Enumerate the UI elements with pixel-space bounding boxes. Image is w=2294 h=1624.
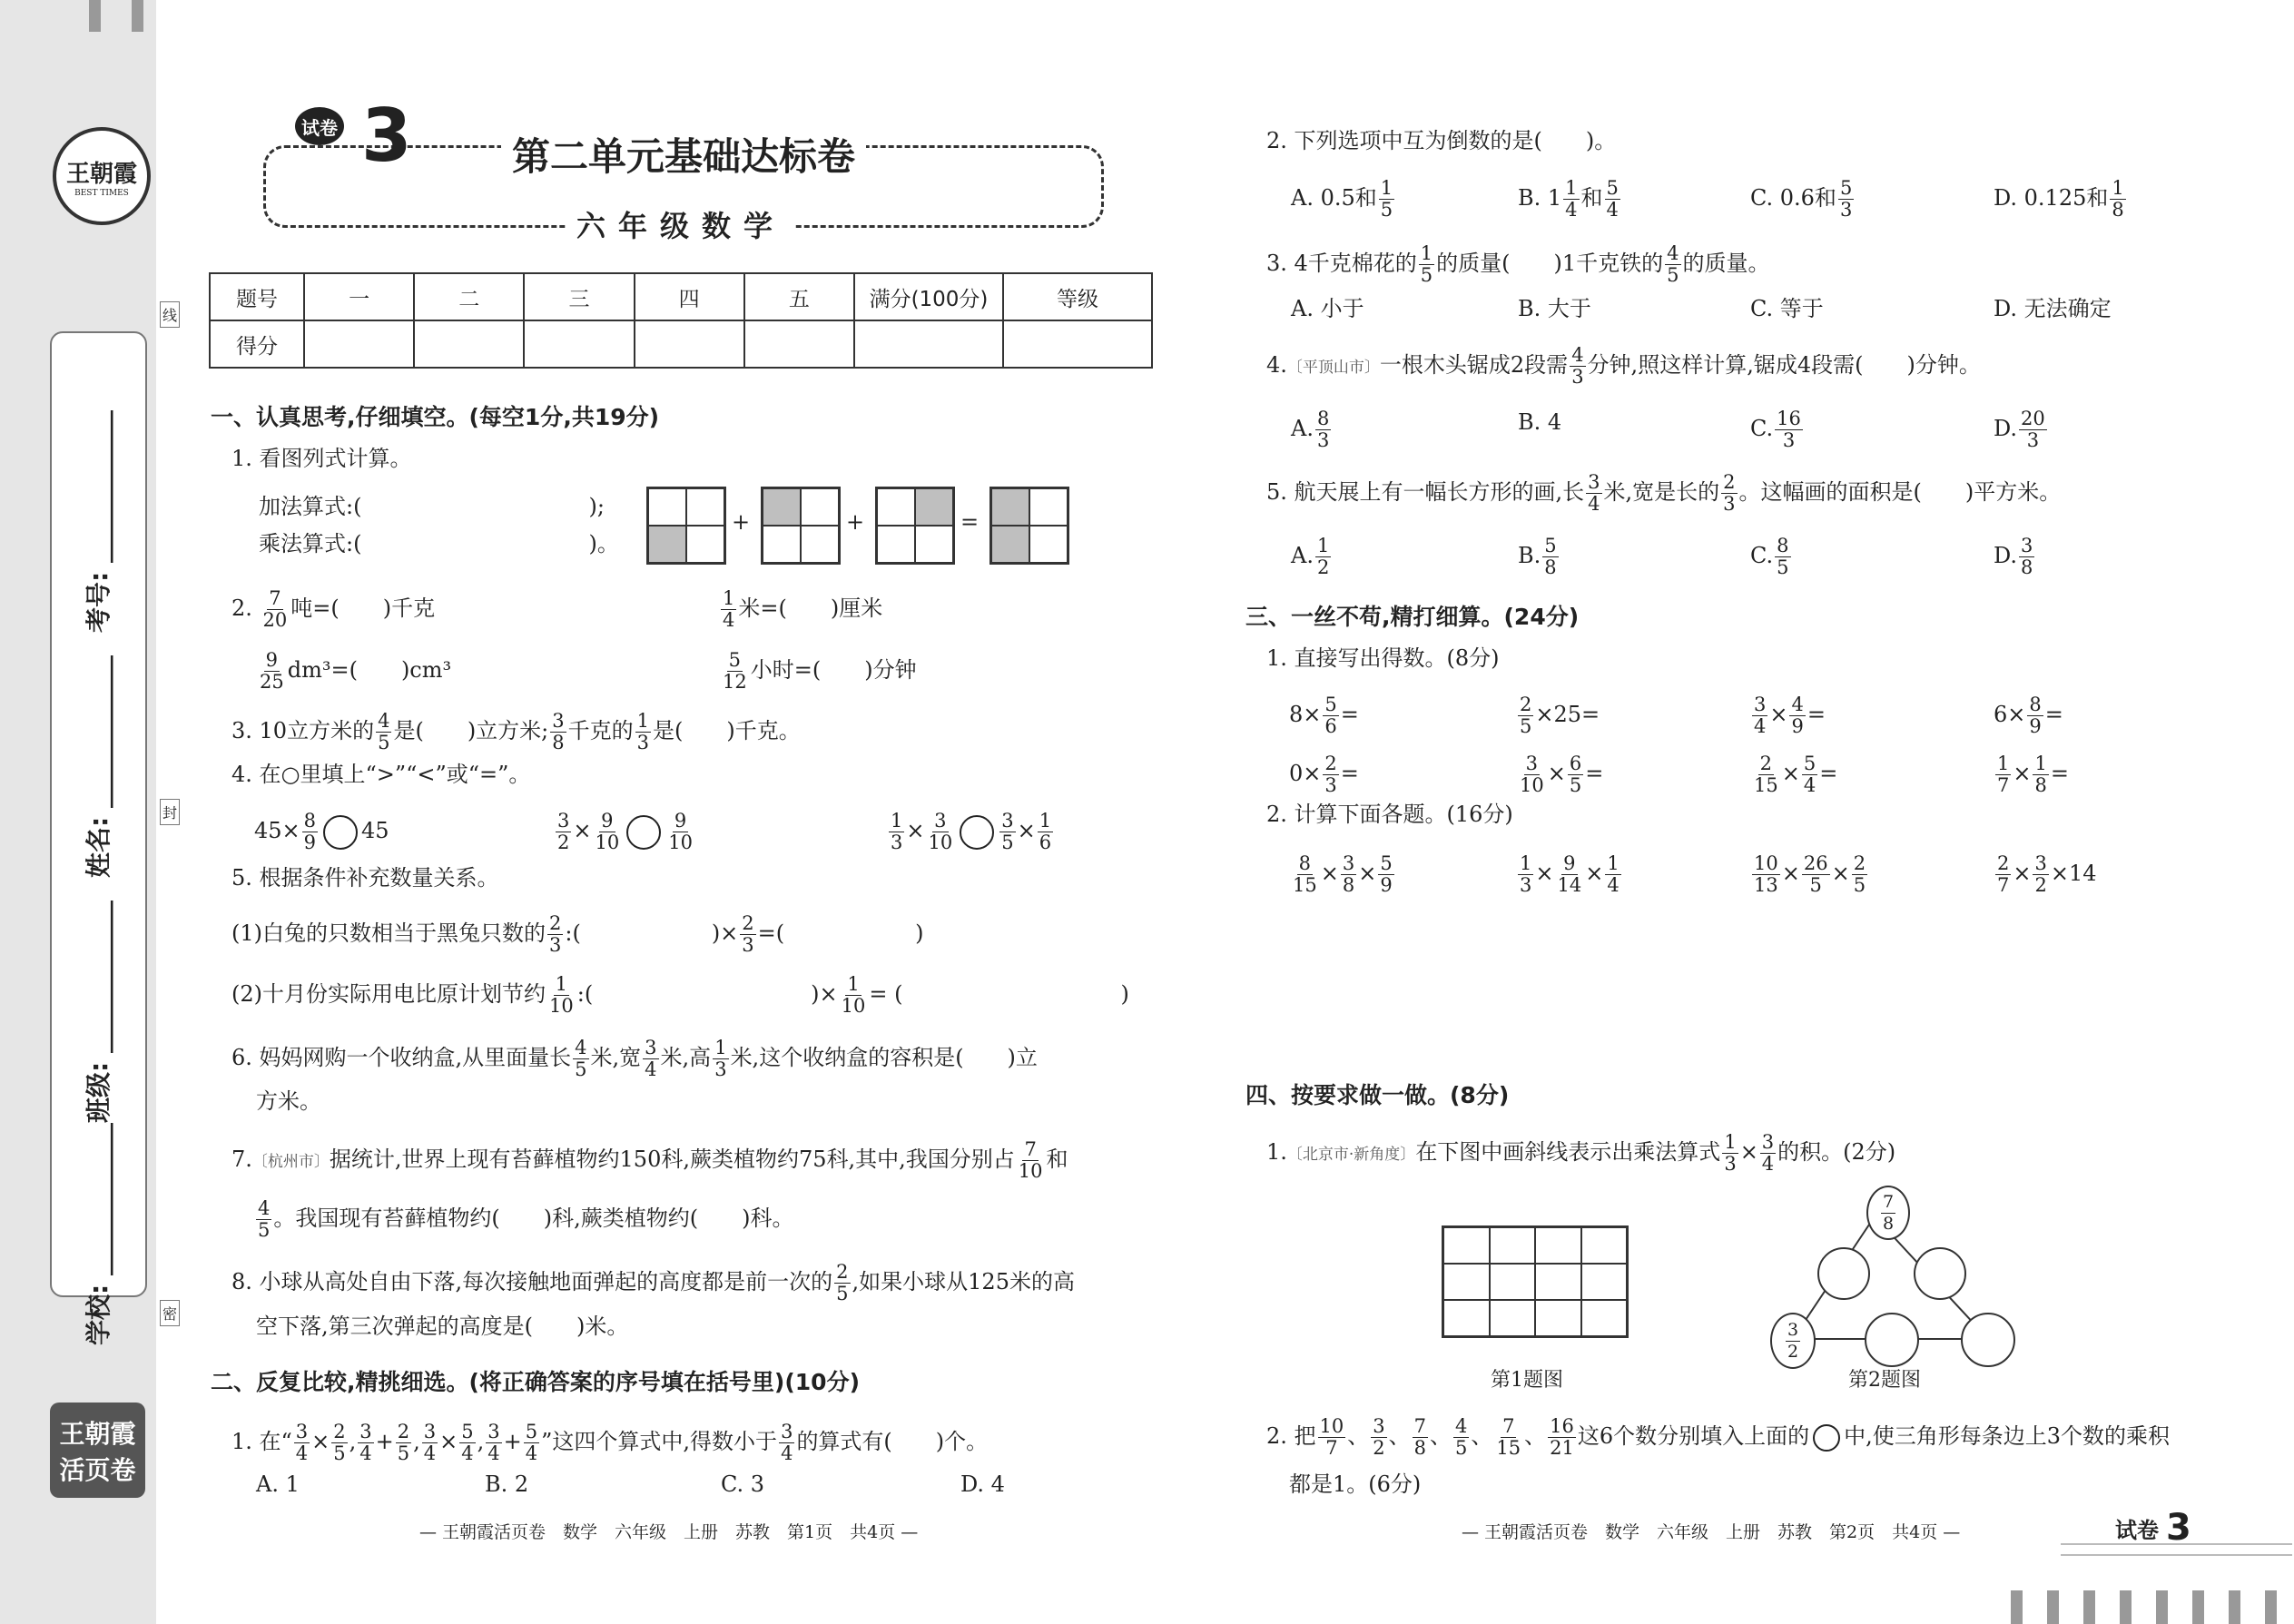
score-header-cell: 满分(100分) <box>854 273 1003 320</box>
q4-label: 4. 在○里填上“>”“<”或“=”。 <box>231 762 531 787</box>
score-header-cell: 二 <box>414 273 524 320</box>
corner-badge: 试卷 3 <box>2115 1507 2191 1549</box>
header-badge: 试卷 <box>295 107 344 145</box>
s2-q1-option-a: A. 1 <box>256 1471 300 1497</box>
binding-mark-seal: 封 <box>160 799 180 825</box>
q1-grid-3 <box>875 487 955 565</box>
brand-top: 王朝霞 <box>59 1418 136 1449</box>
fig2-circle-empty[interactable] <box>1961 1313 2015 1367</box>
fig2-circle-empty[interactable] <box>1914 1247 1966 1300</box>
r-q3-option-b: B. 大于 <box>1518 296 1591 321</box>
r-q4-option-c: C. $\frac{16}{3}$ <box>1750 408 1801 451</box>
s2-q1-option-c: C. 3 <box>721 1471 765 1497</box>
fig2-circle-empty[interactable] <box>1865 1313 1919 1367</box>
left-footer: — 王朝霞活页卷 数学 六年级 上册 苏教 第1页 共4页 — <box>419 1522 919 1542</box>
r-q4-option-b: B. 4 <box>1518 409 1562 435</box>
q1-grid-4 <box>989 487 1069 565</box>
q2-row2-right: $\frac{5}{12}$ 小时=( )分钟 <box>723 649 917 693</box>
s3-calc: 0× $\frac{2}{3}$ = <box>1289 753 1359 796</box>
q1-grid-2 <box>761 487 841 565</box>
score-header-cell: 等级 <box>1003 273 1152 320</box>
s3-calc: 6× $\frac{8}{9}$ = <box>1994 694 2063 737</box>
s3-calc2: $\frac{8}{15}$ × $\frac{3}{8}$ × $\frac{5}{9}$ <box>1293 852 1393 896</box>
s3-q2-label: 2. 计算下面各题。(16分) <box>1266 802 1513 827</box>
q1-grid-1 <box>646 487 726 565</box>
q2-row1-left: 2. $\frac{7}{20}$ 吨=( )千克 <box>231 587 436 631</box>
s3-calc: $\frac{1}{7}$ × $\frac{1}{8}$ = <box>1997 753 2069 796</box>
q7-cont: $\frac{4}{5}$ 。我国现有苔藓植物约( )科,蕨类植物约( )科。 <box>258 1197 794 1241</box>
s3-calc2: $\frac{2}{7}$ × $\frac{3}{2}$ ×14 <box>1997 852 2097 896</box>
score-cell[interactable] <box>524 320 634 368</box>
q1-multiplication: 乘法算式:( )。 <box>259 531 619 556</box>
q7: 7.〔杭州市〕据统计,世界上现有苔藓植物约150科,蕨类植物约75科,其中,我国分别占 $\frac{7}{10}$ 和 <box>231 1138 1068 1182</box>
q5-label: 5. 根据条件补充数量关系。 <box>231 865 499 891</box>
plus-sign: + <box>846 509 865 535</box>
s2-q1-option-d: D. 4 <box>960 1471 1005 1497</box>
r-q5-option-d: D. $\frac{3}{8}$ <box>1994 535 2033 578</box>
student-info-box <box>50 331 147 1345</box>
score-cell[interactable] <box>854 320 1003 368</box>
header-subtitle: 六年级数学 <box>567 203 794 245</box>
r-q3-option-a: A. 小于 <box>1291 296 1364 321</box>
q1-label: 1. 看图列式计算。 <box>231 446 412 471</box>
s3-calc2: $\frac{1}{3}$ × $\frac{9}{14}$ × $\frac{1}{4}$ <box>1520 852 1620 896</box>
r-q4-option-d: D. $\frac{20}{3}$ <box>1994 408 2045 451</box>
q8: 8. 小球从高处自由下落,每次接触地面弹起的高度都是前一次的 $\frac{2}{5}$ ,如果小球从125米的高 <box>231 1261 1075 1304</box>
score-header-cell: 五 <box>744 273 854 320</box>
fig1-caption: 第1题图 <box>1491 1369 1563 1392</box>
s2-q1-option-b: B. 2 <box>485 1471 529 1497</box>
section2-title: 二、反复比较,精挑细选。(将正确答案的序号填在括号里)(10分) <box>211 1369 860 1395</box>
q6: 6. 妈妈网购一个收纳盒,从里面量长 $\frac{4}{5}$ 米,宽 $\frac{3}{4}$ 米,高 $\frac{1}{3}$ 米,这个收纳盒的容积是( )立 <box>231 1037 1038 1080</box>
q3: 3. 10立方米的 $\frac{4}{5}$ 是( )立方米; $\frac{3}{8}$ 千克的 $\frac{1}{3}$ 是( )千克。 <box>231 710 801 753</box>
field-exam-number[interactable]: 考号: ____________ <box>84 410 113 633</box>
q8-cont: 空下落,第三次弹起的高度是( )米。 <box>256 1314 629 1339</box>
q4-item-3: $\frac{1}{3}$ × $\frac{3}{10}$ $\frac{3}{5}$ × $\frac{1}{6}$ <box>891 810 1052 853</box>
fig2-caption: 第2题图 <box>1848 1369 1921 1392</box>
corner-waves <box>2061 1543 2292 1556</box>
q4-item-2: $\frac{3}{2}$ × $\frac{9}{10}$ $\frac{9}{10}$ <box>557 810 693 853</box>
s2-q1: 1. 在“ $\frac{3}{4}$ × $\frac{2}{5}$ , $\frac{3}{4}$ + $\frac{2}{5}$ , $\frac{3}{4}$ × $\frac{5}{4}$ , $\frac{3}{4}$ + $\frac{5}{4}$ ”这四个算式中,得数小于 $\frac{3}{4}$ 的算式有( )个。 <box>231 1421 989 1464</box>
logo-seal <box>53 127 151 225</box>
r-q2-option-b: B. 1 $\frac{1}{4}$ 和 $\frac{5}{4}$ <box>1518 177 1619 221</box>
s3-calc: $\frac{3}{4}$ × $\frac{4}{9}$ = <box>1754 694 1826 737</box>
section1-title: 一、认真思考,仔细填空。(每空1分,共19分) <box>211 404 660 430</box>
r-q5-option-a: A. $\frac{1}{2}$ <box>1291 535 1330 578</box>
score-header-cell: 题号 <box>210 273 304 320</box>
field-name[interactable]: 姓名: ____________ <box>84 655 113 878</box>
right-footer: — 王朝霞活页卷 数学 六年级 上册 苏教 第2页 共4页 — <box>1462 1522 1961 1542</box>
r-q5-option-c: C. $\frac{8}{5}$ <box>1750 535 1789 578</box>
r-q2-option-d: D. 0.125和 $\frac{1}{8}$ <box>1994 177 2124 221</box>
score-cell[interactable] <box>1003 320 1152 368</box>
r-q4: 4.〔平顶山市〕一根木头锯成2段需 $\frac{4}{3}$ 分钟,照这样计算,锯成4段需( )分钟。 <box>1266 344 1981 388</box>
r-q2-option-c: C. 0.6和 $\frac{5}{3}$ <box>1750 177 1853 221</box>
s3-calc: 8× $\frac{5}{6}$ = <box>1289 694 1359 737</box>
fig2-circle-top: $\frac{7}{8}$ <box>1866 1186 1910 1240</box>
score-header-cell: 一 <box>304 273 414 320</box>
r-q2: 2. 下列选项中互为倒数的是( )。 <box>1266 128 1617 153</box>
section4-title: 四、按要求做一做。(8分) <box>1245 1082 1510 1108</box>
fig2-circle-empty[interactable] <box>1817 1247 1870 1300</box>
plus-sign: + <box>732 509 751 535</box>
r-q3-option-c: C. 等于 <box>1750 296 1824 321</box>
score-table <box>209 272 1153 369</box>
score-cell[interactable] <box>304 320 414 368</box>
q6-cont: 方米。 <box>256 1088 321 1114</box>
q5-part2: (2)十月份实际用电比原计划节约 $\frac{1}{10}$ :( )× $\frac{1}{10}$ = ( ) <box>231 973 1129 1017</box>
score-cell[interactable] <box>635 320 744 368</box>
field-class[interactable]: 班级: ____________ <box>84 901 113 1123</box>
compare-circle[interactable] <box>323 815 358 850</box>
s3-calc2: $\frac{10}{13}$ × $\frac{26}{5}$ × $\frac{2}{5}$ <box>1754 852 1866 896</box>
score-cell[interactable] <box>414 320 524 368</box>
binding-mark-close: 密 <box>160 1300 180 1326</box>
q4-item-1: 45× $\frac{8}{9}$ 45 <box>254 810 389 853</box>
q5-part1: (1)白兔的只数相当于黑兔只数的 $\frac{2}{3}$ :( )× $\frac{2}{3}$ =( ) <box>231 912 924 956</box>
brand-badge <box>50 1403 145 1498</box>
fig1-grid[interactable] <box>1442 1225 1629 1338</box>
logo-subtext: BEST TIMES <box>74 188 129 198</box>
s4-q2-cont: 都是1。(6分) <box>1289 1471 1422 1497</box>
s3-q1-label: 1. 直接写出得数。(8分) <box>1266 645 1500 671</box>
r-q4-option-a: A. $\frac{8}{3}$ <box>1291 408 1330 451</box>
r-q2-option-a: A. 0.5和 $\frac{1}{5}$ <box>1291 177 1393 221</box>
score-row-label: 得分 <box>210 320 304 368</box>
fig2-circle-bottom-left: $\frac{3}{2}$ <box>1770 1313 1816 1369</box>
s3-calc: $\frac{2}{5}$ ×25= <box>1520 694 1600 737</box>
logo-text: 王朝霞 <box>65 160 137 188</box>
score-header-cell: 四 <box>635 273 744 320</box>
q2-row1-right: $\frac{1}{4}$ 米=( )厘米 <box>723 587 883 631</box>
section3-title: 三、一丝不苟,精打细算。(24分) <box>1245 604 1580 630</box>
s3-calc: $\frac{3}{10}$ × $\frac{6}{5}$ = <box>1520 753 1604 796</box>
r-q3: 3. 4千克棉花的 $\frac{1}{5}$ 的质量( )1千克铁的 $\frac{4}{5}$ 的质量。 <box>1266 242 1770 286</box>
r-q5-option-b: B. $\frac{5}{8}$ <box>1518 535 1557 578</box>
s4-q1: 1.〔北京市·新角度〕在下图中画斜线表示出乘法算式 $\frac{1}{3}$ × $\frac{3}{4}$ 的积。(2分) <box>1266 1131 1896 1175</box>
s4-q2: 2. 把 $\frac{10}{7}$ 、 $\frac{3}{2}$ 、 $\frac{7}{8}$ 、 $\frac{4}{5}$ 、 $\frac{7}{15}$ 、 $\frac{16}{21}$ 这6个数分别填入上面的 中,使三角形每条边上3个数的乘积 <box>1266 1415 2171 1459</box>
equals-sign: = <box>960 509 980 535</box>
compare-circle[interactable] <box>960 815 994 850</box>
score-cell[interactable] <box>744 320 854 368</box>
q2-row2-left: $\frac{9}{25}$ dm³=( )cm³ <box>260 649 452 693</box>
q1-addition: 加法算式:( ); <box>259 494 605 519</box>
binding-mark-line: 线 <box>160 301 180 328</box>
r-q5: 5. 航天展上有一幅长方形的画,长 $\frac{3}{4}$ 米,宽是长的 $\frac{2}{3}$ 。这幅画的面积是( )平方米。 <box>1266 471 2062 515</box>
score-header-cell: 三 <box>524 273 634 320</box>
field-school[interactable]: 学校: ____________ <box>84 1123 113 1345</box>
brand-bottom: 活页卷 <box>59 1454 136 1485</box>
header-title: 第二单元基础达标卷 <box>501 127 866 182</box>
s3-calc: $\frac{2}{15}$ × $\frac{5}{4}$ = <box>1754 753 1838 796</box>
r-q3-option-d: D. 无法确定 <box>1994 296 2112 321</box>
compare-circle[interactable] <box>626 815 661 850</box>
header-number: 3 <box>361 94 412 178</box>
